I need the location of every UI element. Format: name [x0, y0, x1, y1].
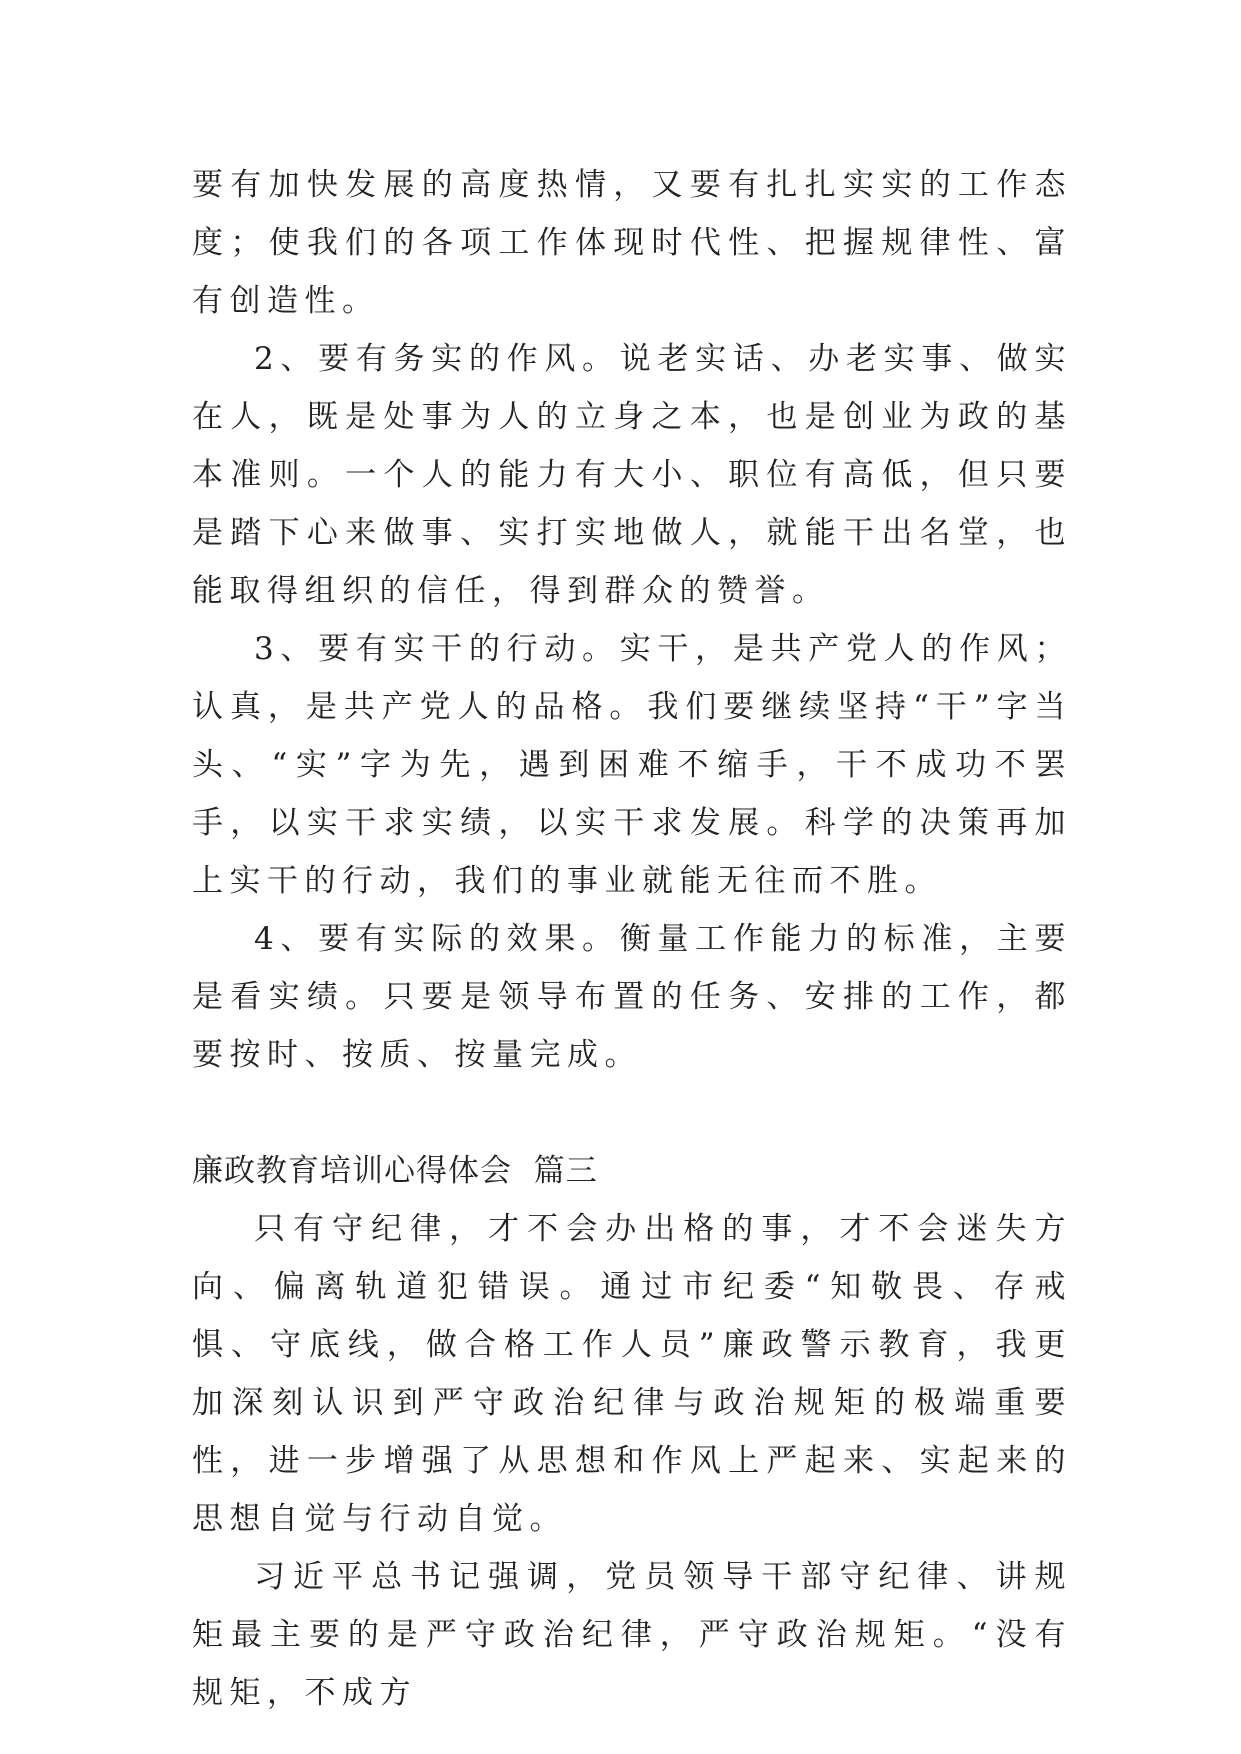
paragraph-practical-action: 3、要有实干的行动。实干，是共产党人的作风；认真，是共产党人的品格。我们要继续坚持“干”字当头、“实”字为先，遇到困难不缩手，干不成功不罢手，以实干求实绩，以实干求发展。科学的决策再加上实干的行动，我们的事业就能无往而不胜。 [192, 631, 1072, 899]
paragraph-discipline: 只有守纪律，才不会办出格的事，才不会迷失方向、偏离轨道犯错误。通过市纪委“知敬畏、存戒惧、守底线，做合格工作人员”廉政警示教育，我更加深刻认识到严守政治纪律与政治规矩的极端重要性，进一步增强了从思想和作风上严起来、实起来的思想自觉与行动自觉。 [192, 1211, 1072, 1537]
paragraph-continuation: 要有加快发展的高度热情，又要有扎扎实实的工作态度；使我们的各项工作体现时代性、把握规律性、富有创造性。 [192, 167, 1072, 319]
section-title: 廉政教育培训心得体会 篇三 [192, 1153, 598, 1189]
paragraph-practical-effect: 4、要有实际的效果。衡量工作能力的标准，主要是看实绩。只要是领导布置的任务、安排的工作，都要按时、按质、按量完成。 [192, 921, 1072, 1073]
paragraph-practical-style: 2、要有务实的作风。说老实话、办老实事、做实在人，既是处事为人的立身之本，也是创业为政的基本准则。一个人的能力有大小、职位有高低，但只要是踏下心来做事、实打实地做人，就能干出名堂，也能取得组织的信任，得到群众的赞誉。 [192, 341, 1072, 609]
paragraph-rules: 习近平总书记强调，党员领导干部守纪律、讲规矩最主要的是严守政治纪律，严守政治规矩。“没有规矩，不成方 [192, 1559, 1072, 1711]
document-body [192, 156, 1072, 1722]
